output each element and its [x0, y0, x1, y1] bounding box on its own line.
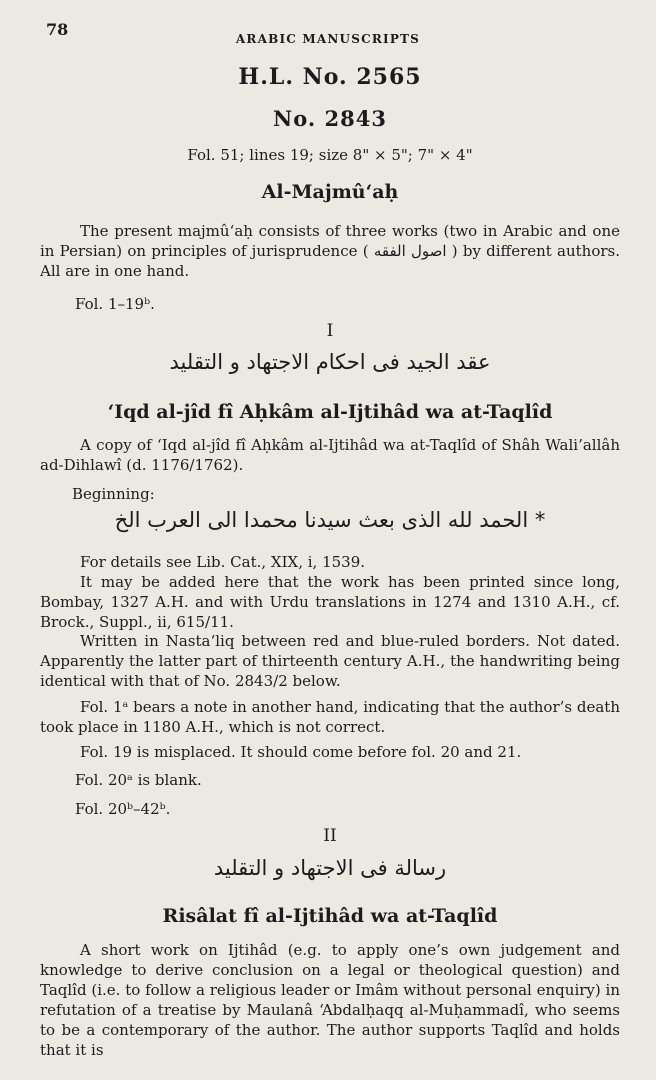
work1-title: ‘Iqd al-jîd fî Aḥkâm al-Ijtihâd wa at-Taqlîd	[107, 401, 553, 423]
work1-beginning-arabic: * الحمد لله الذى بعث سيدنا محمدا الى العرب الخ	[114, 508, 546, 532]
work1-copy-note: A copy of ‘Iqd al-jîd fî Aḥkâm al-Ijtihâd wa at-Taqlîd of Shâh Wali’allâh ad-Dihlawî (d. 1176/1762).	[40, 436, 620, 474]
work1-fol20-note: Fol. 20ᵃ is blank.	[75, 771, 202, 789]
work1-beginning-label: Beginning:	[72, 485, 155, 503]
work2-folios: Fol. 20ᵇ–42ᵇ.	[75, 800, 171, 818]
work1-fol19-note: Fol. 19 is misplaced. It should come before fol. 20 and 21.	[80, 743, 522, 761]
running-head: ARABIC MANUSCRIPTS	[235, 32, 421, 46]
work2-description: A short work on Ijtihâd (e.g. to apply one’s own judgement and knowledge to derive conclusion on a legal or theological question) and Taqlîd (i.e. to follow a religious leader or Imâm without personal enquiry) in refutation of a treatise by Maulanâ ‘Abdalḥaqq al-Muḥammadî, who seems to be a contemporary of the author. The author supports Taqlîd and holds that it is	[40, 941, 620, 1059]
page-number: 78	[46, 20, 69, 39]
work2-title: Risâlat fî al-Ijtihâd wa at-Taqlîd	[162, 905, 498, 927]
collection-title: Al-Majmû‘aḥ	[261, 181, 399, 203]
work2-arabic-title: رسالة فى الاجتهاد و التقليد	[213, 856, 447, 880]
work1-printed-note: It may be added here that the work has been printed since long, Bombay, 1327 A.H. and with Urdu translations in 1274 and 1310 A.H., cf. Brock., Suppl., ii, 615/11.	[40, 573, 620, 631]
ms-number: No. 2843	[273, 106, 387, 131]
work1-details: For details see Lib. Cat., XIX, i, 1539.	[80, 553, 366, 571]
work1-numeral: I	[326, 321, 334, 341]
work1-fol1-note: Fol. 1ᵃ bears a note in another hand, indicating that the author’s death took place in 1180 A.H., which is not correct.	[40, 698, 620, 736]
work2-numeral: II	[323, 826, 337, 846]
physical-description: Fol. 51; lines 19; size 8" × 5"; 7" × 4"	[187, 146, 473, 164]
work1-arabic-title: عقد الجيد فى احكام الاجتهاد و التقليد	[169, 350, 491, 374]
work1-script-note: Written in Nasta‘liq between red and blue-ruled borders. Not dated. Apparently the latter part of thirteenth century A.H., the handwriting being identical with that of No. 2843/2 below.	[40, 632, 620, 690]
hl-number: H.L. No. 2565	[238, 64, 422, 90]
work1-folios: Fol. 1–19ᵇ.	[75, 295, 155, 313]
intro-paragraph: The present majmû‘aḥ consists of three works (two in Arabic and one in Persian) on principles of jurisprudence ( اصول الفقه ) by different authors. All are in one hand.	[40, 222, 620, 280]
